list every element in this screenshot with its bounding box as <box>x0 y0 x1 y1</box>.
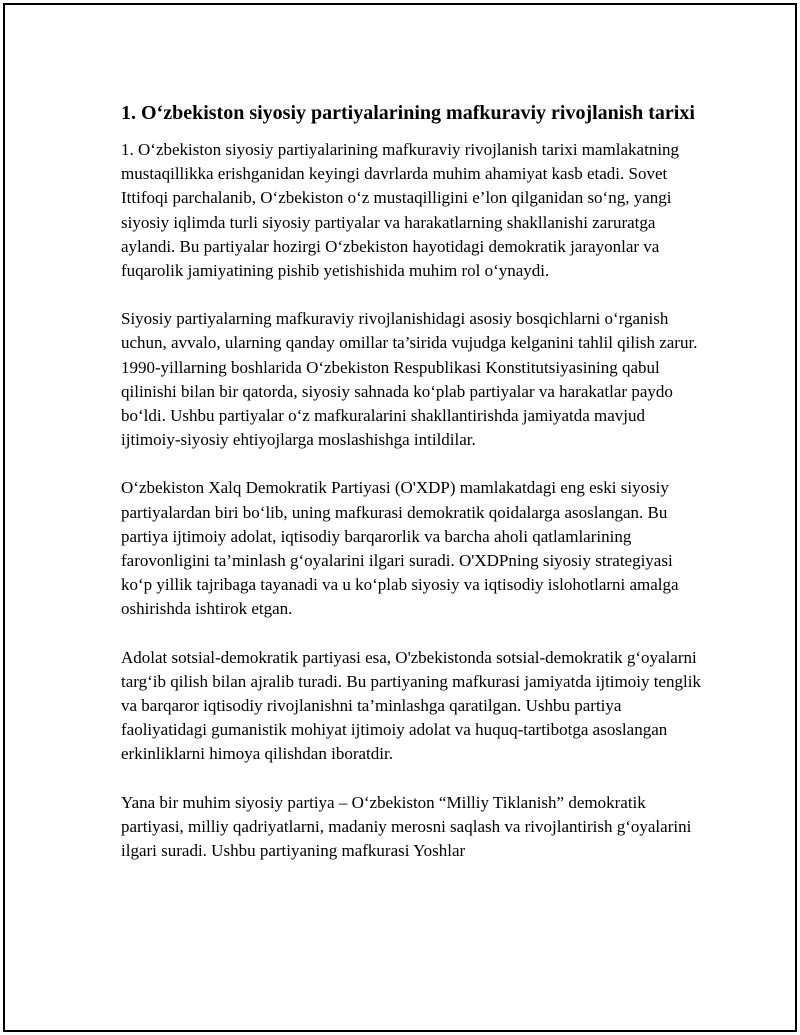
paragraph-2: Siyosiy partiyalarning mafkuraviy rivojlanishidagi asosiy bosqichlarni o‘rganish uchun, avvalo, ularning qanday omillar ta’sirida vujudga kelganini tahlil qilish zarur. 1990-yillarning boshlarida O‘zbekiston Respublikasi Konstitutsiyasining qabul qilinishi bilan bir qatorda, siyosiy sahnada ko‘plab partiyalar va harakatlar paydo bo‘ldi. Ushbu partiyalar o‘z mafkuralarini shakllantirishda jamiyatda mavjud ijtimoiy-siyosiy ehtiyojlarga moslashishga intildilar. <box>121 309 698 450</box>
document-body <box>121 99 701 887</box>
page-frame <box>3 3 797 1032</box>
paragraph-1: 1. O‘zbekiston siyosiy partiyalarining mafkuraviy rivojlanish tarixi mamlakatning mustaqillikka erishganidan keyingi davrlarda muhim ahamiyat kasb etadi. Sovet Ittifoqi parchalanib, O‘zbekiston o‘z mustaqilligini e’lon qilganidan so‘ng, yangi siyosiy iqlimda turli siyosiy partiyalar va harakatlarning shakllanishi zaruratga aylandi. Bu partiyalar hozirgi O‘zbekiston hayotidagi demokratik jarayonlar va fuqarolik jamiyatining pishib yetishishida muhim rol o‘ynaydi. <box>121 140 680 281</box>
paragraph-5: Yana bir muhim siyosiy partiya – O‘zbekiston “Milliy Tiklanish” demokratik partiyasi, milliy qadriyatlarni, madaniy merosni saqlash va rivojlantirish g‘oyalarini ilgari suradi. Ushbu partiyaning mafkurasi Yoshlar <box>121 792 692 861</box>
paragraph-3: O‘zbekiston Xalq Demokratik Partiyasi (O'XDP) mamlakatdagi eng eski siyosiy partiyalardan biri bo‘lib, uning mafkurasi demokratik qoidalarga asoslangan. Bu partiya ijtimoiy adolat, iqtisodiy barqarorlik va barcha aholi qatlamlarining farovonligini ta’minlash g‘oyalarini ilgari suradi. O'XDPning siyosiy strategiyasi ko‘p yillik tajribaga tayanadi va u ko‘plab siyosiy va iqtisodiy islohotlarni amalga oshirishda ishtirok etgan. <box>121 478 679 619</box>
paragraph-4: Adolat sotsial-demokratik partiyasi esa, O'zbekistonda sotsial-demokratik g‘oyalarni targ‘ib qilish bilan ajralib turadi. Bu partiyaning mafkurasi jamiyatda ijtimoiy tenglik va barqaror iqtisodiy rivojlanishni ta’minlashga qaratilgan. Ushbu partiya faoliyatidagi gumanistik mohiyat ijtimoiy adolat va huquq-tartibotga asoslangan erkinliklarni himoya qilishdan iboratdir. <box>121 647 701 764</box>
document-title: 1. O‘zbekiston siyosiy partiyalarining mafkuraviy rivojlanish tarixi <box>121 102 695 124</box>
